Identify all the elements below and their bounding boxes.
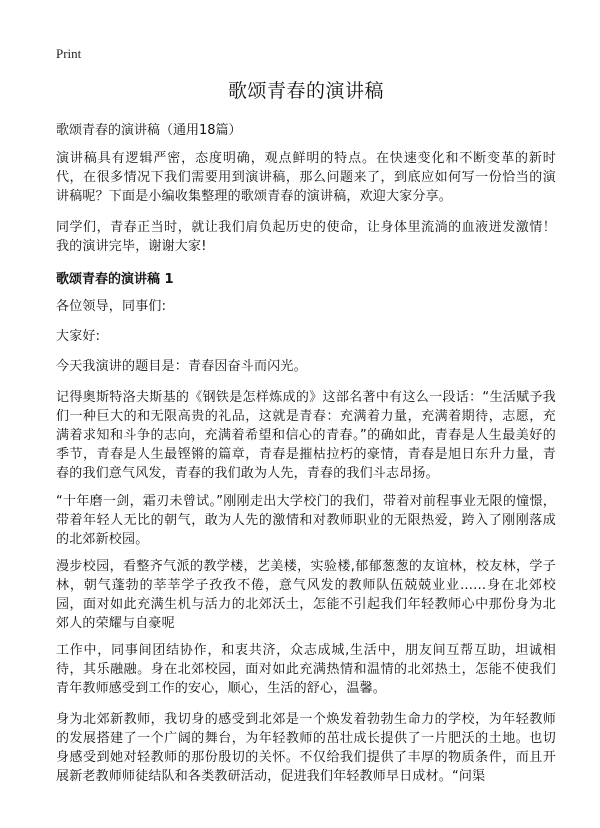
body-paragraph: “十年磨一剑，霜刃未曾试。”刚刚走出大学校门的我们，带着对前程事业无限的憧憬，带着年轻人无比的朝气，敢为人先的激情和对教师职业的无限热爱，跨入了刚刚落成的北郊新校园。 <box>56 494 556 547</box>
closing-paragraph: 同学们，青春正当时，就让我们肩负起历史的使命，让身体里流淌的血液迸发激情！ 我的演讲完毕，谢谢大家! <box>56 220 556 254</box>
topic-line: 今天我演讲的题目是：青春因奋斗而闪光。 <box>56 359 307 374</box>
body-paragraph: 记得奥斯特洛夫斯基的《钢铁是怎样炼成的》这部名著中有这么一段话：“生活赋予我们一种巨大的和无限高贵的礼品，这就是青春：充满着力量，充满着期待，志愿，充满着求知和斗争的志向，充满着希望和信心的青春。”的确如此，青春是人生最美好的季节，青春是人生最铿锵的篇章，青春是摧枯拉朽的豪情，青春是旭日东升力量，青春的我们意气风发，青春的我们敢为人先，青春的我们斗志昂扬。 <box>56 390 556 481</box>
greeting-line: 各位领导，同事们: <box>56 299 167 314</box>
page-title: 歌颂青春的演讲稿 <box>227 80 384 102</box>
hello-line: 大家好: <box>56 329 101 344</box>
intro-paragraph: 演讲稿具有逻辑严密，态度明确，观点鲜明的特点。在快速变化和不断变革的新时代，在很多情况下我们需要用到演讲稿，那么问题来了，到底应如何写一份恰当的演讲稿呢？下面是小编收集整理的歌颂青春的演讲稿，欢迎大家分享。 <box>56 151 556 204</box>
section-heading: 歌颂青春的演讲稿 1 <box>56 272 174 287</box>
body-paragraph: 工作中，同事间团结协作，和衷共济，众志成城,生活中，朋友间互帮互助，坦诚相待，其乐融融。身在北郊校园，面对如此充满热情和温情的北郊热土，怎能不使我们青年教师感受到工作的安心，顺心，生活的舒心，温馨。 <box>56 643 556 696</box>
body-paragraph: 漫步校园，看整齐气派的教学楼，艺美楼，实验楼,郁郁葱葱的友谊林，校友林，学子林，朝气蓬勃的莘莘学子孜孜不倦，意气风发的教师队伍兢兢业业……身在北郊校园，面对如此充满生机与活力的北郊沃土，怎能不引起我们年轻教师心中那份身为北郊人的荣耀与自豪呢 <box>56 559 556 631</box>
subtitle: 歌颂青春的演讲稿（通用18篇） <box>56 123 242 138</box>
print-link[interactable]: Print <box>56 46 82 61</box>
body-paragraph: 身为北郊新教师，我切身的感受到北郊是一个焕发着勃勃生命力的学校，为年轻教师的发展搭建了一个广阔的舞台，为年轻教师的茁壮成长提供了一片肥沃的土地。也切身感受到她对轻教师的那份殷切的关怀。不仅给我们提供了丰厚的物质条件，而且开展新老教师师徒结队和各类教研活动，促进我们年轻教师早日成材。“问渠 <box>56 712 556 784</box>
